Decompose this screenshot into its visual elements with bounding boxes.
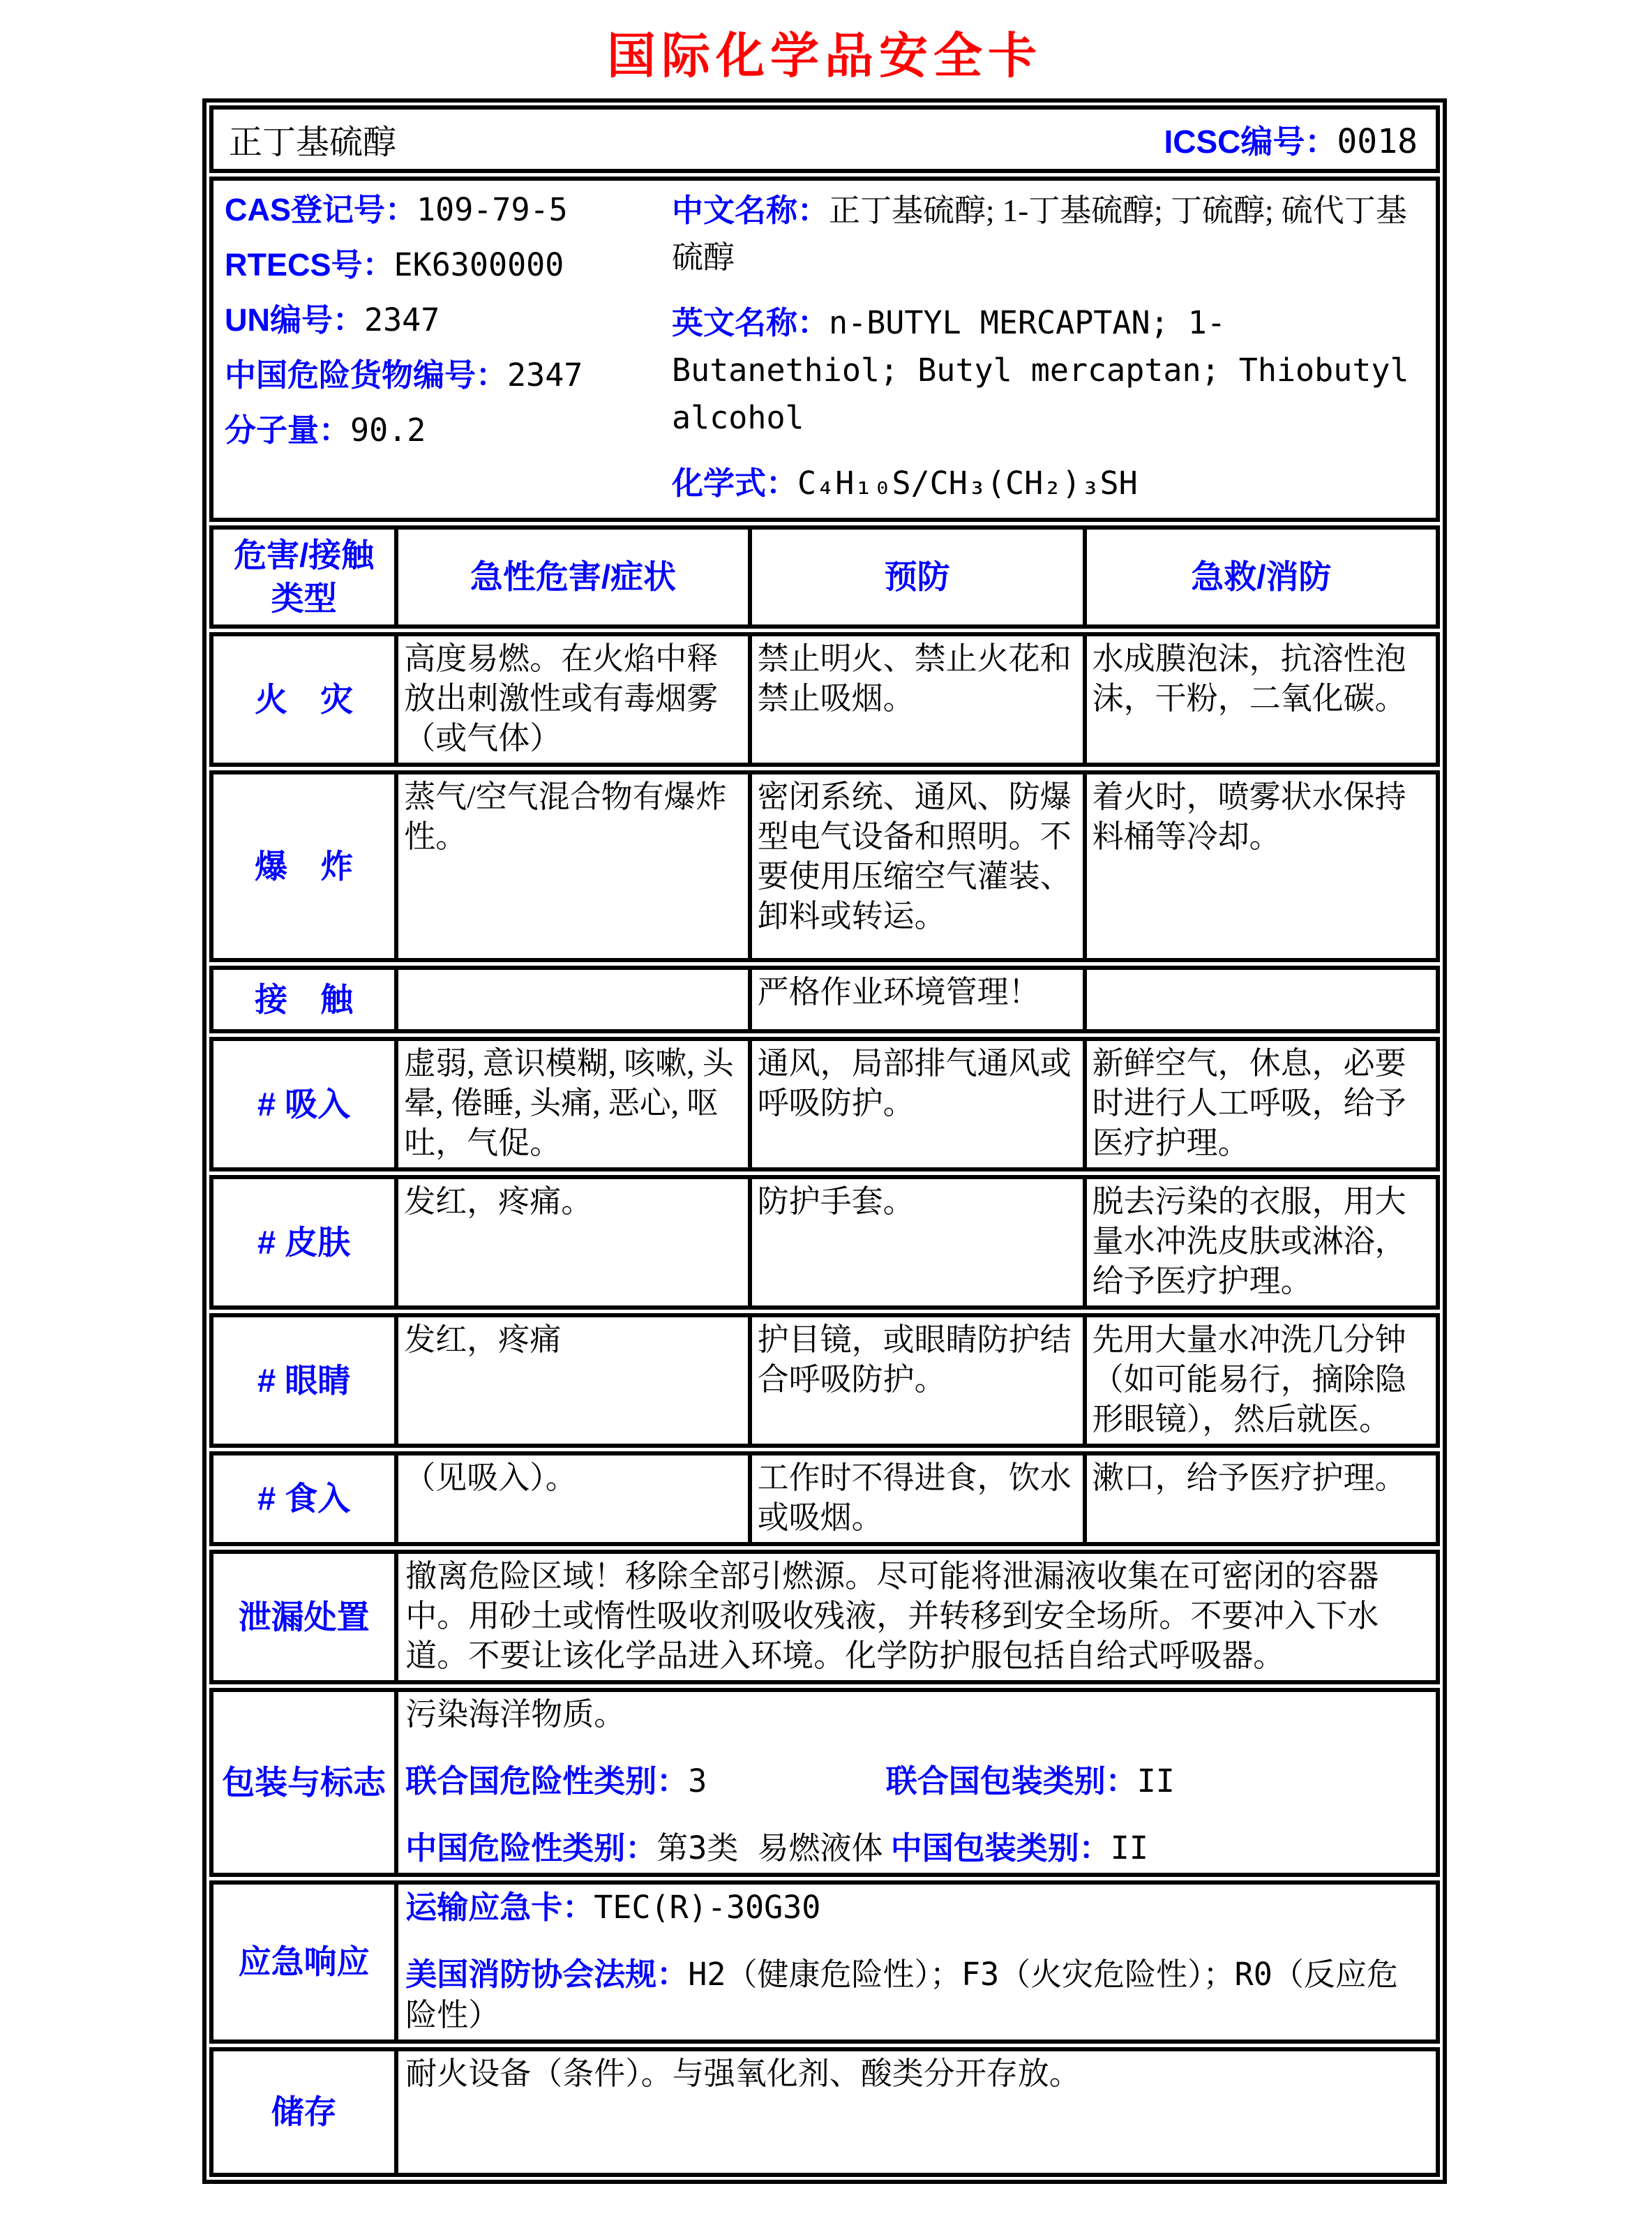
icsc-number-pair <box>1164 117 1418 163</box>
un-number-label: UN编号： <box>225 302 364 338</box>
chinese-names-value: 正丁基硫醇; 1-丁基硫醇; 丁硫醇; 硫代丁基硫醇 <box>672 193 1407 275</box>
transport-emergency-card-label: 运输应急卡： <box>405 1889 594 1925</box>
rtecs-number-label: RTECS号： <box>225 247 394 283</box>
storage-label: 储存 <box>271 2093 337 2130</box>
formula-row <box>672 463 1427 511</box>
row-label-eyes: # 眼睛 <box>257 1361 351 1399</box>
emergency-response-content <box>394 1885 1436 2039</box>
rtecs-number-value: EK6300000 <box>393 246 564 283</box>
fire-symptoms: 高度易燃。在火焰中释放出刺激性或有毒烟雾（或气体） <box>394 636 747 763</box>
page-title: 国际化学品安全卡 <box>607 29 1042 83</box>
inhalation-prevention: 通风，局部排气通风或呼吸防护。 <box>748 1041 1083 1167</box>
china-hazard-class-label: 中国危险性类别： <box>405 1830 657 1866</box>
exposure-symptoms <box>394 970 747 1029</box>
skin-response: 脱去污染的衣服，用大量水冲洗皮肤或淋浴，给予医疗护理。 <box>1083 1179 1436 1305</box>
section-emergency-response <box>209 1880 1440 2044</box>
english-names-value: n-BUTYL MERCAPTAN; 1-Butanethiol; Butyl mercaptan; Thiobutyl alcohol <box>672 304 1409 436</box>
row-label-skin: # 皮肤 <box>257 1223 351 1261</box>
icsc-card <box>202 98 1447 2184</box>
row-label-explosion: 爆 炸 <box>255 847 354 885</box>
china-classification-line <box>405 1828 1427 1869</box>
section-packaging-labelling <box>209 1688 1440 1877</box>
exposure-prevention: 严格作业环境管理！ <box>748 970 1083 1029</box>
english-names-label: 英文名称： <box>672 305 829 340</box>
row-label-fire: 火 灾 <box>255 680 354 718</box>
inhalation-response: 新鲜空气，休息，必要时进行人工呼吸，给予医疗护理。 <box>1083 1041 1436 1167</box>
china-hazard-class-value: 第3类 易燃液体 <box>656 1829 883 1866</box>
marine-pollutant-line: 污染海洋物质。 <box>405 1697 626 1732</box>
header-hazard-type: 危害/接触类型 <box>234 537 375 617</box>
nfpa-line <box>405 1954 1427 2035</box>
row-label-exposure: 接 触 <box>255 980 354 1018</box>
transport-emergency-card-value: TEC(R)-30G30 <box>594 1889 821 1926</box>
hazard-row-inhalation <box>209 1037 1440 1172</box>
chemical-name: 正丁基硫醇 <box>229 124 397 161</box>
icsc-number-value: 0018 <box>1337 121 1418 161</box>
storage-text: 耐火设备（条件）。与强氧化剂、酸类分开存放。 <box>394 2051 1436 2173</box>
hazard-row-ingestion <box>209 1451 1440 1546</box>
molecular-weight-row <box>225 411 666 458</box>
china-dg-number-label: 中国危险货物编号： <box>225 357 508 393</box>
spill-disposal-text: 撤离危险区域！移除全部引燃源。尽可能将泄漏液收集在可密闭的容器中。用砂土或惰性吸收剂吸收残液，并转移到安全场所。不要冲入下水道。不要让该化学品进入环境。化学防护服包括自给式呼吸器。 <box>394 1554 1436 1680</box>
nfpa-label: 美国消防协会法规： <box>405 1956 689 1992</box>
molecular-weight-label: 分子量： <box>225 412 351 448</box>
skin-symptoms: 发红，疼痛。 <box>394 1179 747 1305</box>
chinese-names-row <box>672 190 1427 285</box>
cas-number-value: 109-79-5 <box>416 191 568 228</box>
cas-number-row <box>225 190 666 237</box>
eyes-prevention: 护目镜，或眼睛防护结合呼吸防护。 <box>748 1317 1083 1444</box>
un-number-row <box>225 301 666 347</box>
un-hazard-class-pair <box>405 1761 885 1802</box>
formula-value: C₄H₁₀S/CH₃(CH₂)₃SH <box>797 465 1138 502</box>
chinese-names-label: 中文名称： <box>672 193 829 228</box>
emergency-response-label: 应急响应 <box>238 1943 370 1980</box>
english-names-row <box>672 303 1427 445</box>
cas-number-label: CAS登记号： <box>225 192 417 227</box>
hazard-row-explosion <box>209 770 1440 962</box>
hazard-row-skin <box>209 1175 1440 1310</box>
packaging-label: 包装与标志 <box>222 1763 386 1801</box>
hazard-header-row <box>209 525 1440 629</box>
molecular-weight-value: 90.2 <box>350 412 426 449</box>
rtecs-number-row <box>225 246 666 292</box>
explosion-symptoms: 蒸气/空气混合物有爆炸性。 <box>394 774 747 958</box>
hazard-row-eyes <box>209 1313 1440 1448</box>
ingestion-symptoms: （见吸入）。 <box>394 1455 747 1542</box>
eyes-response: 先用大量水冲洗几分钟（如可能易行，摘除隐形眼镜），然后就医。 <box>1083 1317 1436 1444</box>
row-label-inhalation: # 吸入 <box>257 1085 351 1123</box>
header-firstaid-firefighting: 急救/消防 <box>1083 530 1436 624</box>
un-packing-group-value: II <box>1136 1762 1175 1799</box>
explosion-prevention: 密闭系统、通风、防爆型电气设备和照明。不要使用压缩空气灌装、卸料或转运。 <box>748 774 1083 958</box>
section-spill-disposal <box>209 1550 1440 1684</box>
row-label-ingestion: # 食入 <box>257 1480 351 1517</box>
un-classification-line <box>405 1761 1427 1802</box>
spill-disposal-label: 泄漏处置 <box>238 1598 370 1636</box>
transport-emergency-card-line <box>405 1887 1427 1928</box>
china-dg-number-row <box>225 356 666 403</box>
china-packing-group-label: 中国包装类别： <box>890 1830 1111 1866</box>
un-packing-group-label: 联合国包装类别： <box>885 1763 1137 1799</box>
china-dg-number-value: 2347 <box>507 357 583 394</box>
hazard-row-exposure <box>209 966 1440 1033</box>
icsc-number-label: ICSC编号： <box>1164 123 1337 160</box>
header-acute-symptoms: 急性危害/症状 <box>394 530 747 624</box>
ingestion-response: 漱口，给予医疗护理。 <box>1083 1455 1436 1542</box>
china-packing-group-value: II <box>1110 1829 1148 1866</box>
un-packing-group-pair <box>886 1764 1175 1799</box>
formula-label: 化学式： <box>672 465 798 501</box>
eyes-symptoms: 发红，疼痛 <box>394 1317 747 1444</box>
exposure-response <box>1083 970 1436 1029</box>
section-identity <box>209 105 1440 173</box>
nfpa-value: H2（健康危险性）；F3（火灾危险性）；R0（反应危险性） <box>405 1956 1398 2033</box>
fire-response: 水成膜泡沫，抗溶性泡沫，干粉，二氧化碳。 <box>1083 636 1436 763</box>
info-names <box>672 181 1436 518</box>
header-prevention: 预防 <box>748 530 1083 624</box>
explosion-response: 着火时，喷雾状水保持料桶等冷却。 <box>1083 774 1436 958</box>
un-hazard-class-value: 3 <box>688 1762 707 1799</box>
un-number-value: 2347 <box>364 301 440 338</box>
skin-prevention: 防护手套。 <box>748 1179 1083 1305</box>
section-info <box>209 177 1440 522</box>
packaging-content <box>394 1692 1436 1873</box>
fire-prevention: 禁止明火、禁止火花和禁止吸烟。 <box>748 636 1083 763</box>
info-identifiers <box>213 181 672 518</box>
section-storage <box>209 2047 1440 2177</box>
hazard-row-fire <box>209 632 1440 767</box>
ingestion-prevention: 工作时不得进食，饮水或吸烟。 <box>748 1455 1083 1542</box>
un-hazard-class-label: 联合国危险性类别： <box>405 1763 689 1799</box>
inhalation-symptoms: 虚弱, 意识模糊, 咳嗽, 头晕, 倦睡, 头痛, 恶心, 呕吐，气促。 <box>394 1041 747 1167</box>
identity-cell <box>213 110 1436 169</box>
